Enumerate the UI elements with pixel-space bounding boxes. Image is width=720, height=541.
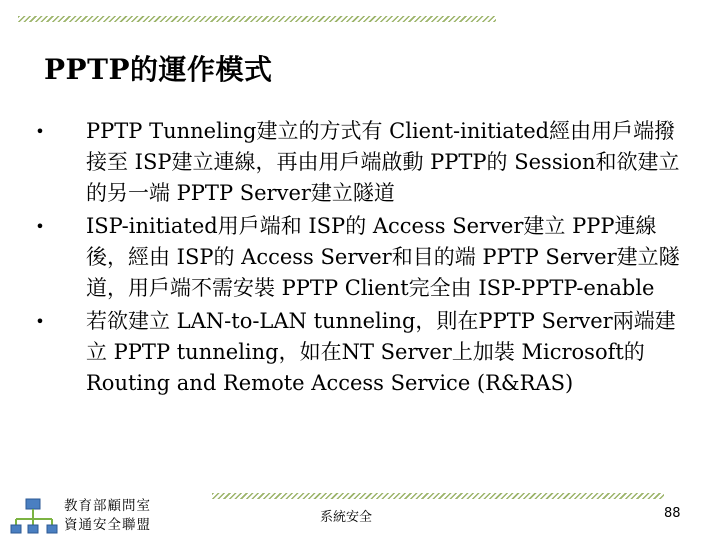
bullet-item-client-initiated xyxy=(30,116,690,209)
slide-title: PPTP的運作模式 xyxy=(44,53,273,86)
top-decorative-rule xyxy=(18,16,496,22)
footer-course-title: 系統安全 xyxy=(320,510,373,525)
bullet-item-isp-initiated xyxy=(30,211,690,304)
logo-line-2: 資通安全聯盟 xyxy=(64,517,151,533)
bullet-marker: • xyxy=(35,312,45,331)
page-number: 88 xyxy=(664,506,681,521)
logo-text xyxy=(64,497,151,535)
network-icon xyxy=(10,497,58,537)
bottom-decorative-rule xyxy=(212,493,664,499)
logo-line-1: 教育部顧問室 xyxy=(64,498,151,514)
bullet-text: PPTP Tunneling建立的方式有 Client-initiated經由用戶端撥接至 ISP建立連線，再由用戶端啟動 PPTP的 Session和欲建立的另一端 PPTP Server建立隧道 xyxy=(86,119,680,205)
bullet-item-lan-to-lan xyxy=(30,306,690,399)
bullet-marker: • xyxy=(35,217,45,236)
bullet-marker: • xyxy=(35,122,45,141)
bullet-text: ISP-initiated用戶端和 ISP的 Access Server建立 PPP連線後，經由 ISP的 Access Server和目的端 PPTP Server建立隧道，用戶端不需安裝 PPTP Client完全由 ISP-PPTP-enable xyxy=(86,214,680,300)
logo xyxy=(10,497,170,537)
bullet-text: 若欲建立 LAN-to-LAN tunneling，則在PPTP Server兩端建立 PPTP tunneling，如在NT Server上加裝 Microsoft的 Routing and Remote Access Service (R&RAS) xyxy=(86,309,676,395)
bullet-list xyxy=(30,116,690,399)
